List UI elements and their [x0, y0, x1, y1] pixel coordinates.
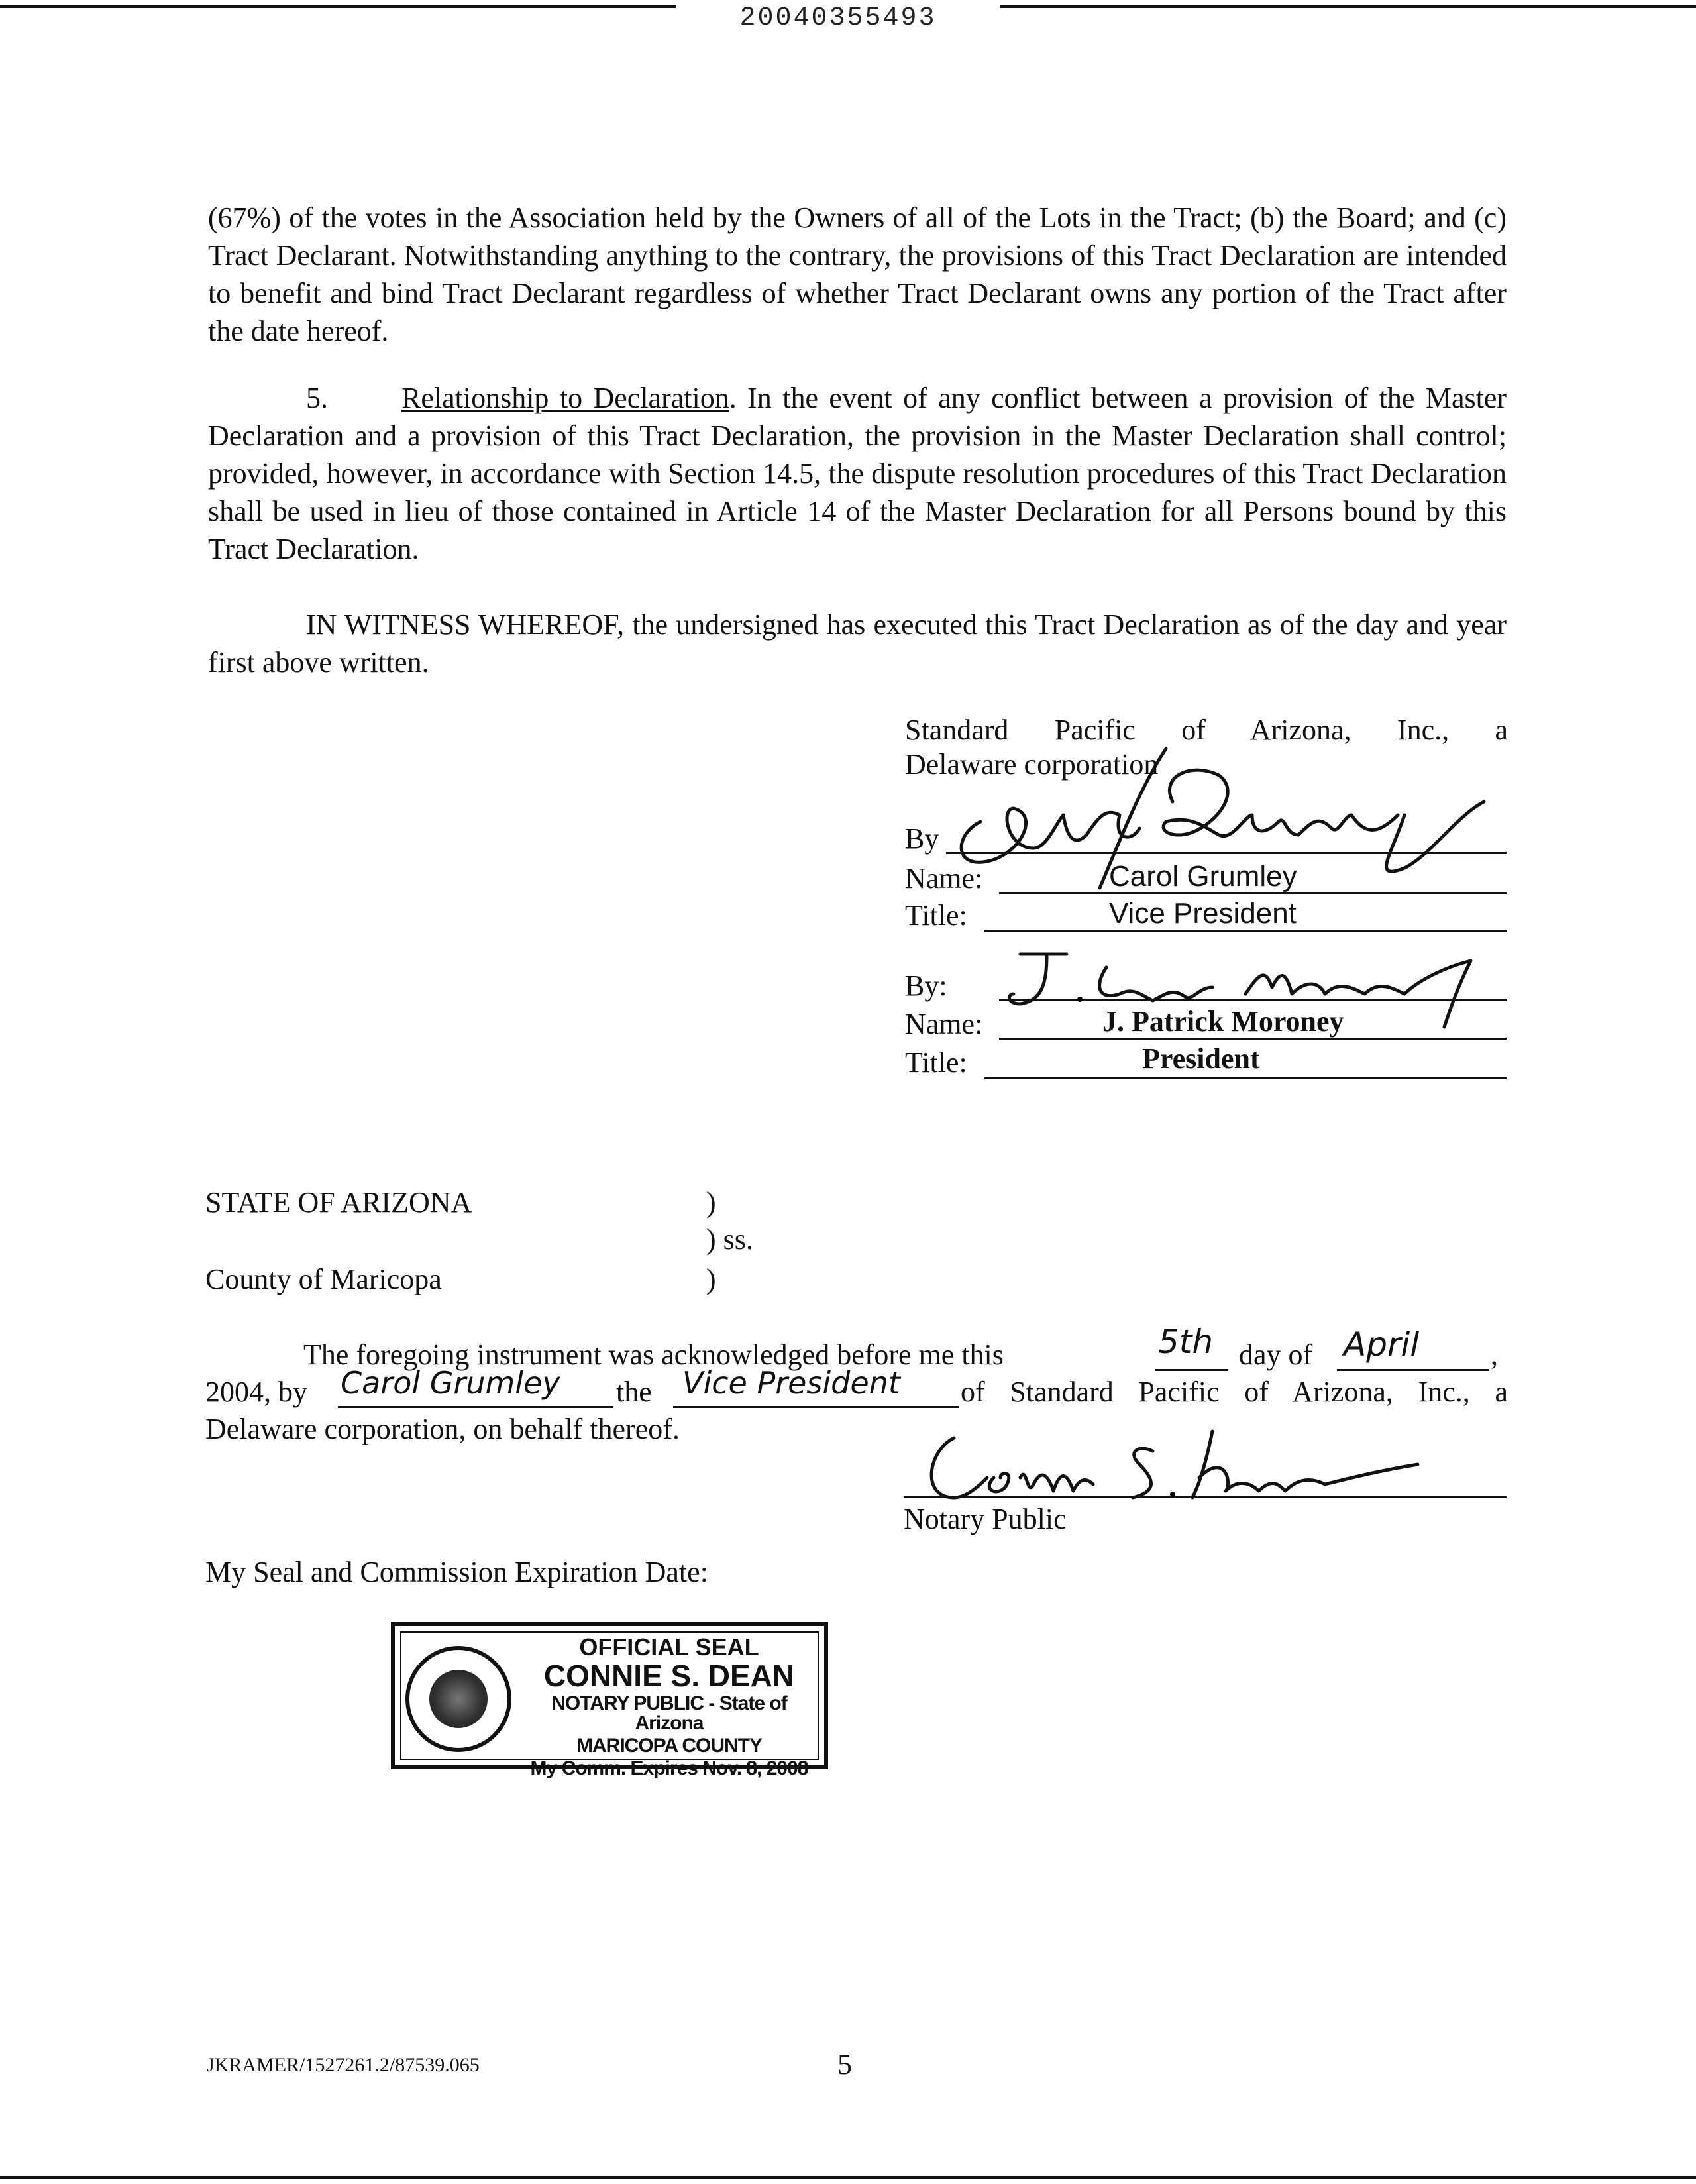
- seal-line-5: My Comm. Expires Nov. 8, 2008: [530, 1757, 808, 1779]
- section-heading: Relationship to Declaration: [401, 382, 729, 414]
- title-fill-line: [673, 1406, 959, 1408]
- footer-reference: JKRAMER/1527261.2/87539.065: [207, 2054, 480, 2076]
- top-border-left: [0, 5, 676, 8]
- day-line: [1155, 1369, 1228, 1371]
- month-line: [1337, 1369, 1489, 1371]
- ack-the: the: [616, 1376, 652, 1408]
- state-label: STATE OF ARIZONA: [205, 1186, 472, 1219]
- ack-year: 2004, by: [205, 1376, 307, 1408]
- signer1-title: Vice President: [1109, 897, 1297, 930]
- notary-signature-line: [904, 1496, 1507, 1498]
- title-line-2: [984, 1077, 1507, 1079]
- ack-text-1: The foregoing instrument was acknowledged before me this: [303, 1338, 1004, 1371]
- section-5-paragraph: [208, 379, 1507, 568]
- county-label: County of Maricopa: [205, 1263, 442, 1295]
- title-label-2: Title:: [905, 1046, 967, 1079]
- by-label-1: By: [905, 822, 939, 855]
- paragraph-continued: (67%) of the votes in the Association held by the Owners of all of the Lots in the Tract; (b) the Board; and (c) Tract Declarant. Notwithstanding anything to the contrary, the provisions of this Tract Declaration are intended to benefit and bind Tract Declarant regardless of whether Tract Declarant owns any portion of the Tract after the date hereof.: [208, 201, 1507, 347]
- document-number: 20040355493: [739, 3, 937, 33]
- venue-paren-1: ): [706, 1186, 716, 1219]
- witness-paragraph: [208, 606, 1507, 681]
- venue-ss: ) ss.: [706, 1223, 753, 1256]
- seal-line-3: NOTARY PUBLIC - State of Arizona: [551, 1692, 787, 1734]
- seal-line-2: CONNIE S. DEAN: [543, 1659, 795, 1693]
- bottom-border: [0, 2176, 1696, 2179]
- section-number: 5.: [306, 382, 328, 414]
- notary-public-label: Notary Public: [904, 1503, 1067, 1535]
- ack-text-3: Delaware corporation, on behalf thereof.: [205, 1413, 680, 1445]
- entity-line-2: Delaware corporation: [905, 748, 1159, 781]
- signer1-name: Carol Grumley: [1109, 860, 1297, 893]
- ack-comma: ,: [1491, 1338, 1498, 1371]
- title-line-1: [984, 930, 1507, 932]
- name-fill-line: [338, 1406, 613, 1408]
- title-label-1: Title:: [905, 899, 967, 932]
- ack-title: Vice President: [682, 1365, 900, 1401]
- official-seal-stamp: [391, 1622, 828, 1779]
- seal-line-1: OFFICIAL SEAL: [579, 1633, 759, 1661]
- ack-day: 5th: [1158, 1323, 1214, 1361]
- seal-line-4: MARICOPA COUNTY: [576, 1735, 762, 1757]
- page-number: 5: [837, 2048, 852, 2081]
- state-seal-emblem: [405, 1646, 511, 1752]
- entity-line-1: Standard Pacific of Arizona, Inc., a: [905, 714, 1508, 746]
- signer2-name: J. Patrick Moroney: [1102, 1005, 1344, 1038]
- venue-paren-2: ): [706, 1263, 716, 1295]
- seal-text: [521, 1635, 818, 1778]
- ack-of: of Standard Pacific of Arizona, Inc., a: [961, 1376, 1508, 1408]
- ack-person: Carol Grumley: [341, 1365, 560, 1401]
- name-label-1: Name:: [905, 862, 983, 895]
- witness-text: IN WITNESS WHEREOF, the undersigned has executed this Tract Declaration as of the day and year first above written.: [208, 608, 1507, 679]
- by-label-2: By:: [905, 969, 947, 1002]
- seal-expiration-label: My Seal and Commission Expiration Date:: [205, 1556, 708, 1588]
- ack-text-2: day of: [1239, 1338, 1313, 1371]
- section-text: . In the event of any conflict between a provision of the Master Declaration and a provision of this Tract Declaration, the provision in the Master Declaration shall control; provided, however, in accordance with Section 14.5, the dispute resolution procedures of this Tract Declaration shall be used in lieu of those contained in Article 14 of the Master Declaration for all Persons bound by this Tract Declaration.: [208, 382, 1507, 565]
- name-label-2: Name:: [905, 1008, 983, 1040]
- signer2-title: President: [1142, 1042, 1260, 1075]
- top-border-right: [1000, 5, 1696, 8]
- ack-month: April: [1344, 1325, 1420, 1364]
